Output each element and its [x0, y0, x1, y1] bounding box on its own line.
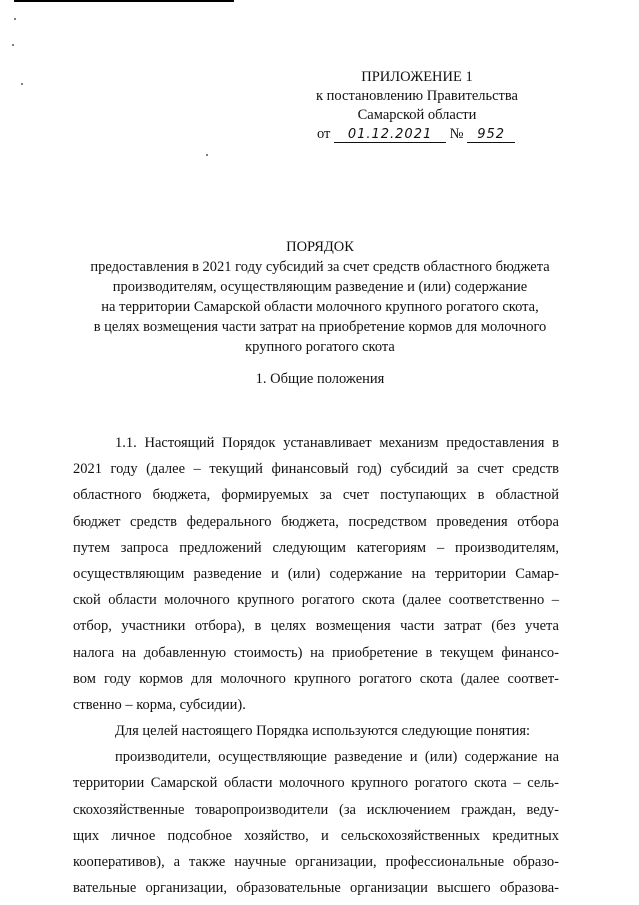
document-subtitle-line: на территории Самарской области молочного крупного рогатого скота, [101, 299, 539, 315]
body-line: 2021 году (далее – текущий финансовый год) субсидий за счет средств [73, 461, 559, 478]
body-line: Для целей настоящего Порядка используются следующие понятия: [115, 723, 531, 740]
document-subtitle-line: в целях возмещения части затрат на приобретение кормов для молочного [93, 319, 547, 335]
handwritten-number: 952 [467, 127, 515, 143]
body-line: ской области молочного крупного рогатого скота (далее соответственно – [73, 592, 559, 609]
body-line: вательные организации, образовательные организации высшего образова- [73, 880, 559, 897]
scan-speck [21, 83, 23, 85]
handwritten-date: 01.12.2021 [334, 127, 446, 143]
document-title: ПОРЯДОК [286, 239, 354, 255]
document-title-block [60, 237, 580, 357]
body-line: отбор, участники отбора), в целях возмещения части затрат (без учета [73, 618, 559, 635]
appendix-resolution-line: к постановлению Правительства [316, 88, 518, 104]
body-line: областного бюджета, формируемых за счет поступающих в областной [73, 487, 559, 504]
scan-speck [206, 154, 208, 156]
body-text [73, 430, 559, 901]
appendix-title: ПРИЛОЖЕНИЕ 1 [361, 69, 473, 85]
body-line: территории Самарской области молочного крупного рогатого скота – сель- [73, 775, 559, 792]
body-line: 1.1. Настоящий Порядок устанавливает механизм предоставления в [115, 435, 559, 451]
body-line: бюджет средств федерального бюджета, посредством проведения отбора [73, 513, 559, 530]
document-subtitle-line: крупного рогатого скота [245, 339, 395, 355]
appendix-region-line: Самарской области [357, 107, 477, 123]
body-line: осуществляющим разведение и (или) содержание на территории Самар- [73, 565, 559, 582]
body-line: налога на добавленную стоимость) на приобретение в текущем финансо- [73, 644, 559, 661]
appendix-date-number-line [287, 125, 547, 144]
body-line: путем запроса предложений следующим категориям – производителям, [73, 539, 559, 556]
body-line: кооперативов), а также научные организации, профессиональные образо- [73, 854, 559, 870]
document-subtitle-line: производителям, осуществляющим разведение и (или) содержание [112, 279, 528, 295]
scan-speck [14, 18, 16, 20]
from-label: от [317, 126, 331, 142]
section-heading: 1. Общие положения [255, 371, 385, 387]
document-subtitle-line: предоставления в 2021 году субсидий за счет средств областного бюджета [90, 259, 550, 275]
scan-speck [12, 44, 14, 46]
body-line: производители, осуществляющие разведение и (или) содержание на [115, 749, 559, 766]
top-border-line [14, 0, 234, 2]
body-line: щих личное подсобное хозяйство, и сельскохозяйственных кредитных [73, 827, 559, 844]
appendix-header [287, 68, 547, 144]
body-line: ственно – корма, субсидии). [73, 696, 246, 713]
number-label: № [449, 126, 464, 142]
body-line: вом году кормов для молочного крупного рогатого скота (далее соответ- [73, 670, 559, 687]
body-line: скохозяйственные товаропроизводители (за исключением граждан, веду- [73, 801, 559, 818]
